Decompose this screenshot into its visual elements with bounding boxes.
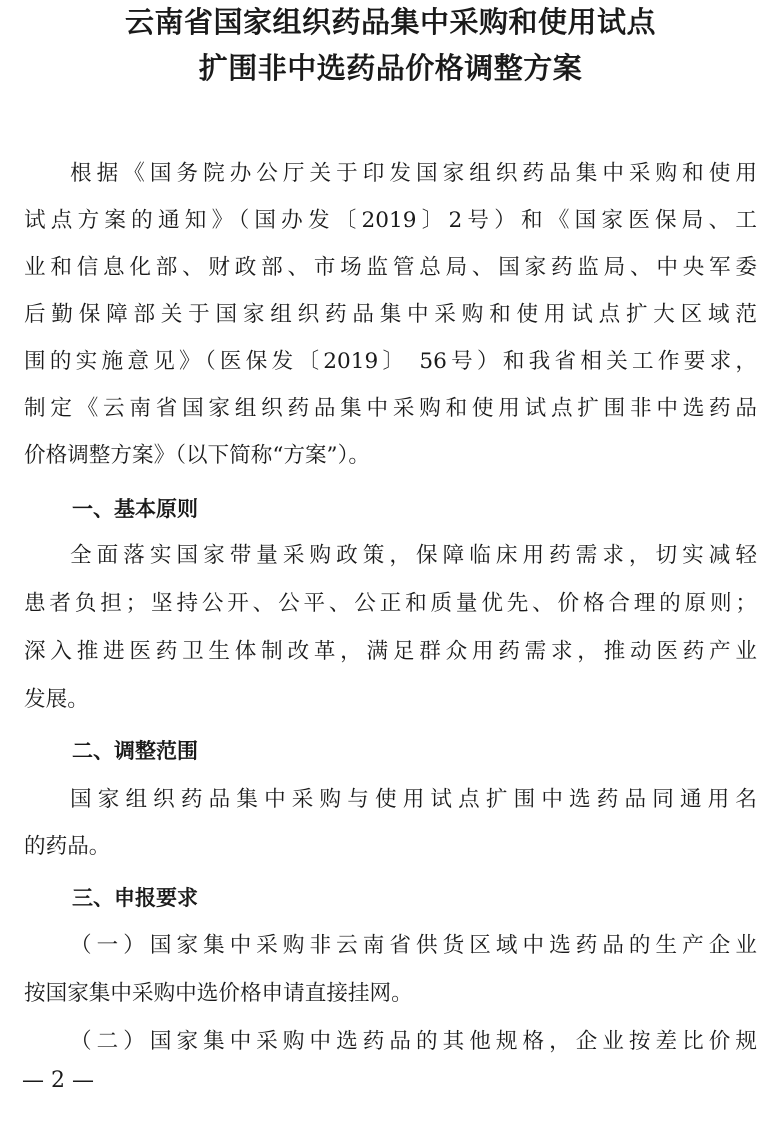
section2-line-2: 的药品。: [24, 834, 111, 859]
section1-line-2: 患者负担；坚持公开、公平、公正和质量优先、价格合理的原则；: [24, 591, 757, 616]
intro-line-6: 制定《云南省国家组织药品集中采购和使用试点扩围非中选药品: [24, 396, 757, 421]
section1-line-1: 全面落实国家带量采购政策，保障临床用药需求，切实减轻: [70, 543, 757, 568]
intro-line-5: 围的实施意见》（医保发〔2019〕 56号）和我省相关工作要求，: [24, 349, 757, 374]
section-heading-declaration-requirements: 三、申报要求: [72, 886, 198, 910]
intro-line-1: 根据《国务院办公厅关于印发国家组织药品集中采购和使用: [70, 161, 757, 186]
section1-line-4: 发展。: [24, 687, 89, 712]
section1-line-3: 深入推进医药卫生体制改革，满足群众用药需求，推动医药产业: [24, 639, 757, 664]
intro-line-7: 价格调整方案》（以下简称“方案”）。: [24, 443, 370, 468]
section3-item1-line-1: （一）国家集中采购非云南省供货区域中选药品的生产企业: [70, 933, 757, 958]
intro-line-3: 业和信息化部、财政部、市场监管总局、国家药监局、中央军委: [24, 255, 757, 280]
document-title-line-2: 扩围非中选药品价格调整方案: [198, 51, 583, 85]
intro-line-4: 后勤保障部关于国家组织药品集中采购和使用试点扩大区域范: [24, 302, 757, 327]
section-heading-adjustment-scope: 二、调整范围: [72, 739, 198, 763]
page-number: — 2 —: [22, 1068, 94, 1093]
intro-line-2: 试点方案的通知》（国办发〔2019〕2号）和《国家医保局、工: [24, 208, 757, 233]
section2-line-1: 国家组织药品集中采购与使用试点扩围中选药品同通用名: [70, 787, 757, 812]
section3-item1-line-2: 按国家集中采购中选价格申请直接挂网。: [24, 981, 413, 1006]
document-title-line-1: 云南省国家组织药品集中采购和使用试点: [124, 5, 656, 39]
section-heading-basic-principles: 一、基本原则: [72, 497, 198, 521]
section3-item2-line-1: （二）国家集中采购中选药品的其他规格，企业按差比价规: [70, 1029, 757, 1054]
